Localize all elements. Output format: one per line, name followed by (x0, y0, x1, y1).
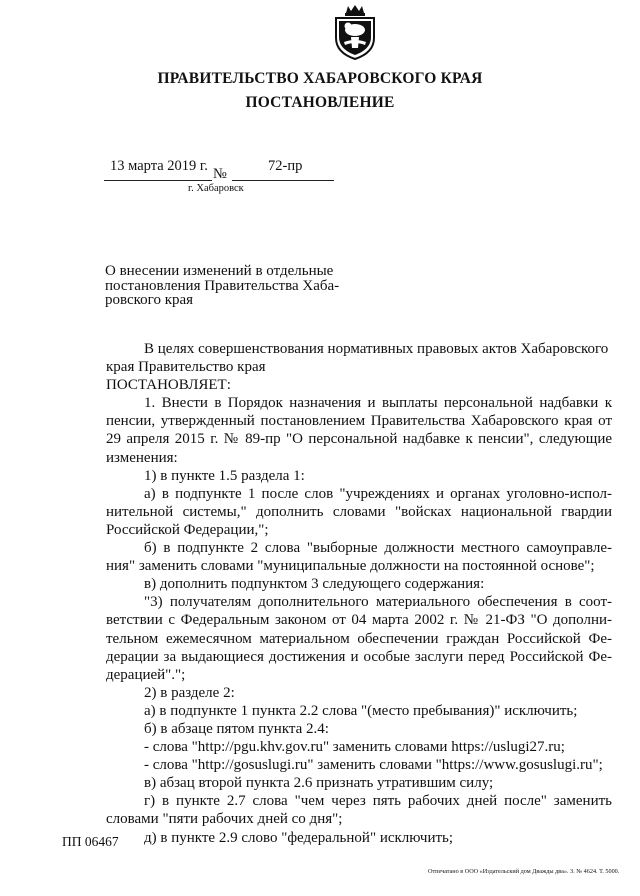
subitem-2b-2: - слова "http://gosuslugi.ru" заменить словами "https://www.gosuslugi.ru"; (144, 757, 603, 774)
document-type: ПОСТАНОВЛЕНИЕ (245, 94, 395, 111)
document-code: ПП 06467 (62, 834, 119, 849)
coat-of-arms-emblem (332, 4, 378, 60)
intro-line-2: края Правительство края (106, 359, 266, 376)
printer-imprint: Отпечатано в ООО «Издательский дом Дважды два». З. № 4624. Т. 5000. (428, 868, 620, 875)
number-sign: № (213, 166, 227, 182)
subitem-2v: в) абзац второй пункта 2.6 признать утратившим силу; (144, 775, 494, 792)
document-city: г. Хабаровск (188, 183, 244, 194)
subitem-2b: б) в абзаце пятом пункта 2.4: (144, 720, 329, 737)
decree-word: ПОСТАНОВЛЯЕТ: (106, 377, 231, 394)
subitem-1v-text: "3) получателям дополнительного материального обеспечения в соот-ветствии с Федеральным законом от 04 марта 2002 г. № 21-ФЗ "О дополни-тельном ежемесячном материальном обеспечении граждан Российской Фе-дерации за выдающиеся достижения и особые заслуги перед Российской Фе-дерацией"."; (106, 594, 612, 683)
subject-line: ровского края (105, 292, 194, 308)
subitem-2a: а) в подпункте 1 пункта 2.2 слова "(место пребывания)" исключить; (144, 702, 578, 719)
item-1: 1. Внести в Порядок назначения и выплаты персональной надбавки к пенсии, утвержденный постановлением Правительства Хабаровского края от 29 апреля 2015 г. № 89-пр "О персональной надбавке к пенсии", следующие изменения: (106, 395, 612, 466)
subject-line: постановления Правительства Хаба- (105, 277, 340, 294)
subitem-2d: д) в пункте 2.9 слово "федеральной" исключить; (144, 829, 454, 846)
subject-line: О внесении изменений в отдельные (105, 263, 334, 279)
subitem-2b-1: - слова "http://pgu.khv.gov.ru" заменить словами https://uslugi27.ru; (144, 739, 565, 756)
subitem-1: 1) в пункте 1.5 раздела 1: (144, 467, 305, 484)
date-underline (104, 180, 212, 181)
subitem-2: 2) в разделе 2: (144, 684, 235, 701)
document-date: 13 марта 2019 г. (110, 158, 208, 174)
subitem-1v: в) дополнить подпунктом 3 следующего содержания: (144, 576, 485, 593)
number-underline (232, 180, 334, 181)
document-body (106, 340, 612, 847)
subitem-2g: г) в пункте 2.7 слова "чем через пять рабочих дней после" заменить словами "пяти рабочих дней со дня"; (106, 793, 612, 828)
document-number: 72-пр (268, 158, 303, 174)
government-title: ПРАВИТЕЛЬСТВО ХАБАРОВСКОГО КРАЯ (157, 70, 483, 87)
coat-of-arms-icon (332, 4, 378, 60)
subitem-1b: б) в подпункте 2 слова "выборные должности местного самоуправле-ния" заменить словами "муниципальные должности на постоянной основе"; (106, 540, 612, 575)
subitem-1a: а) в подпункте 1 после слов "учреждениях и органах уголовно-испол-нительной системы," дополнить словами "войсках национальной гвардии Российской Федерации,"; (106, 485, 612, 538)
intro-line-1: В целях совершенствования нормативных правовых актов Хабаровского (144, 341, 609, 357)
document-subject (105, 264, 339, 308)
